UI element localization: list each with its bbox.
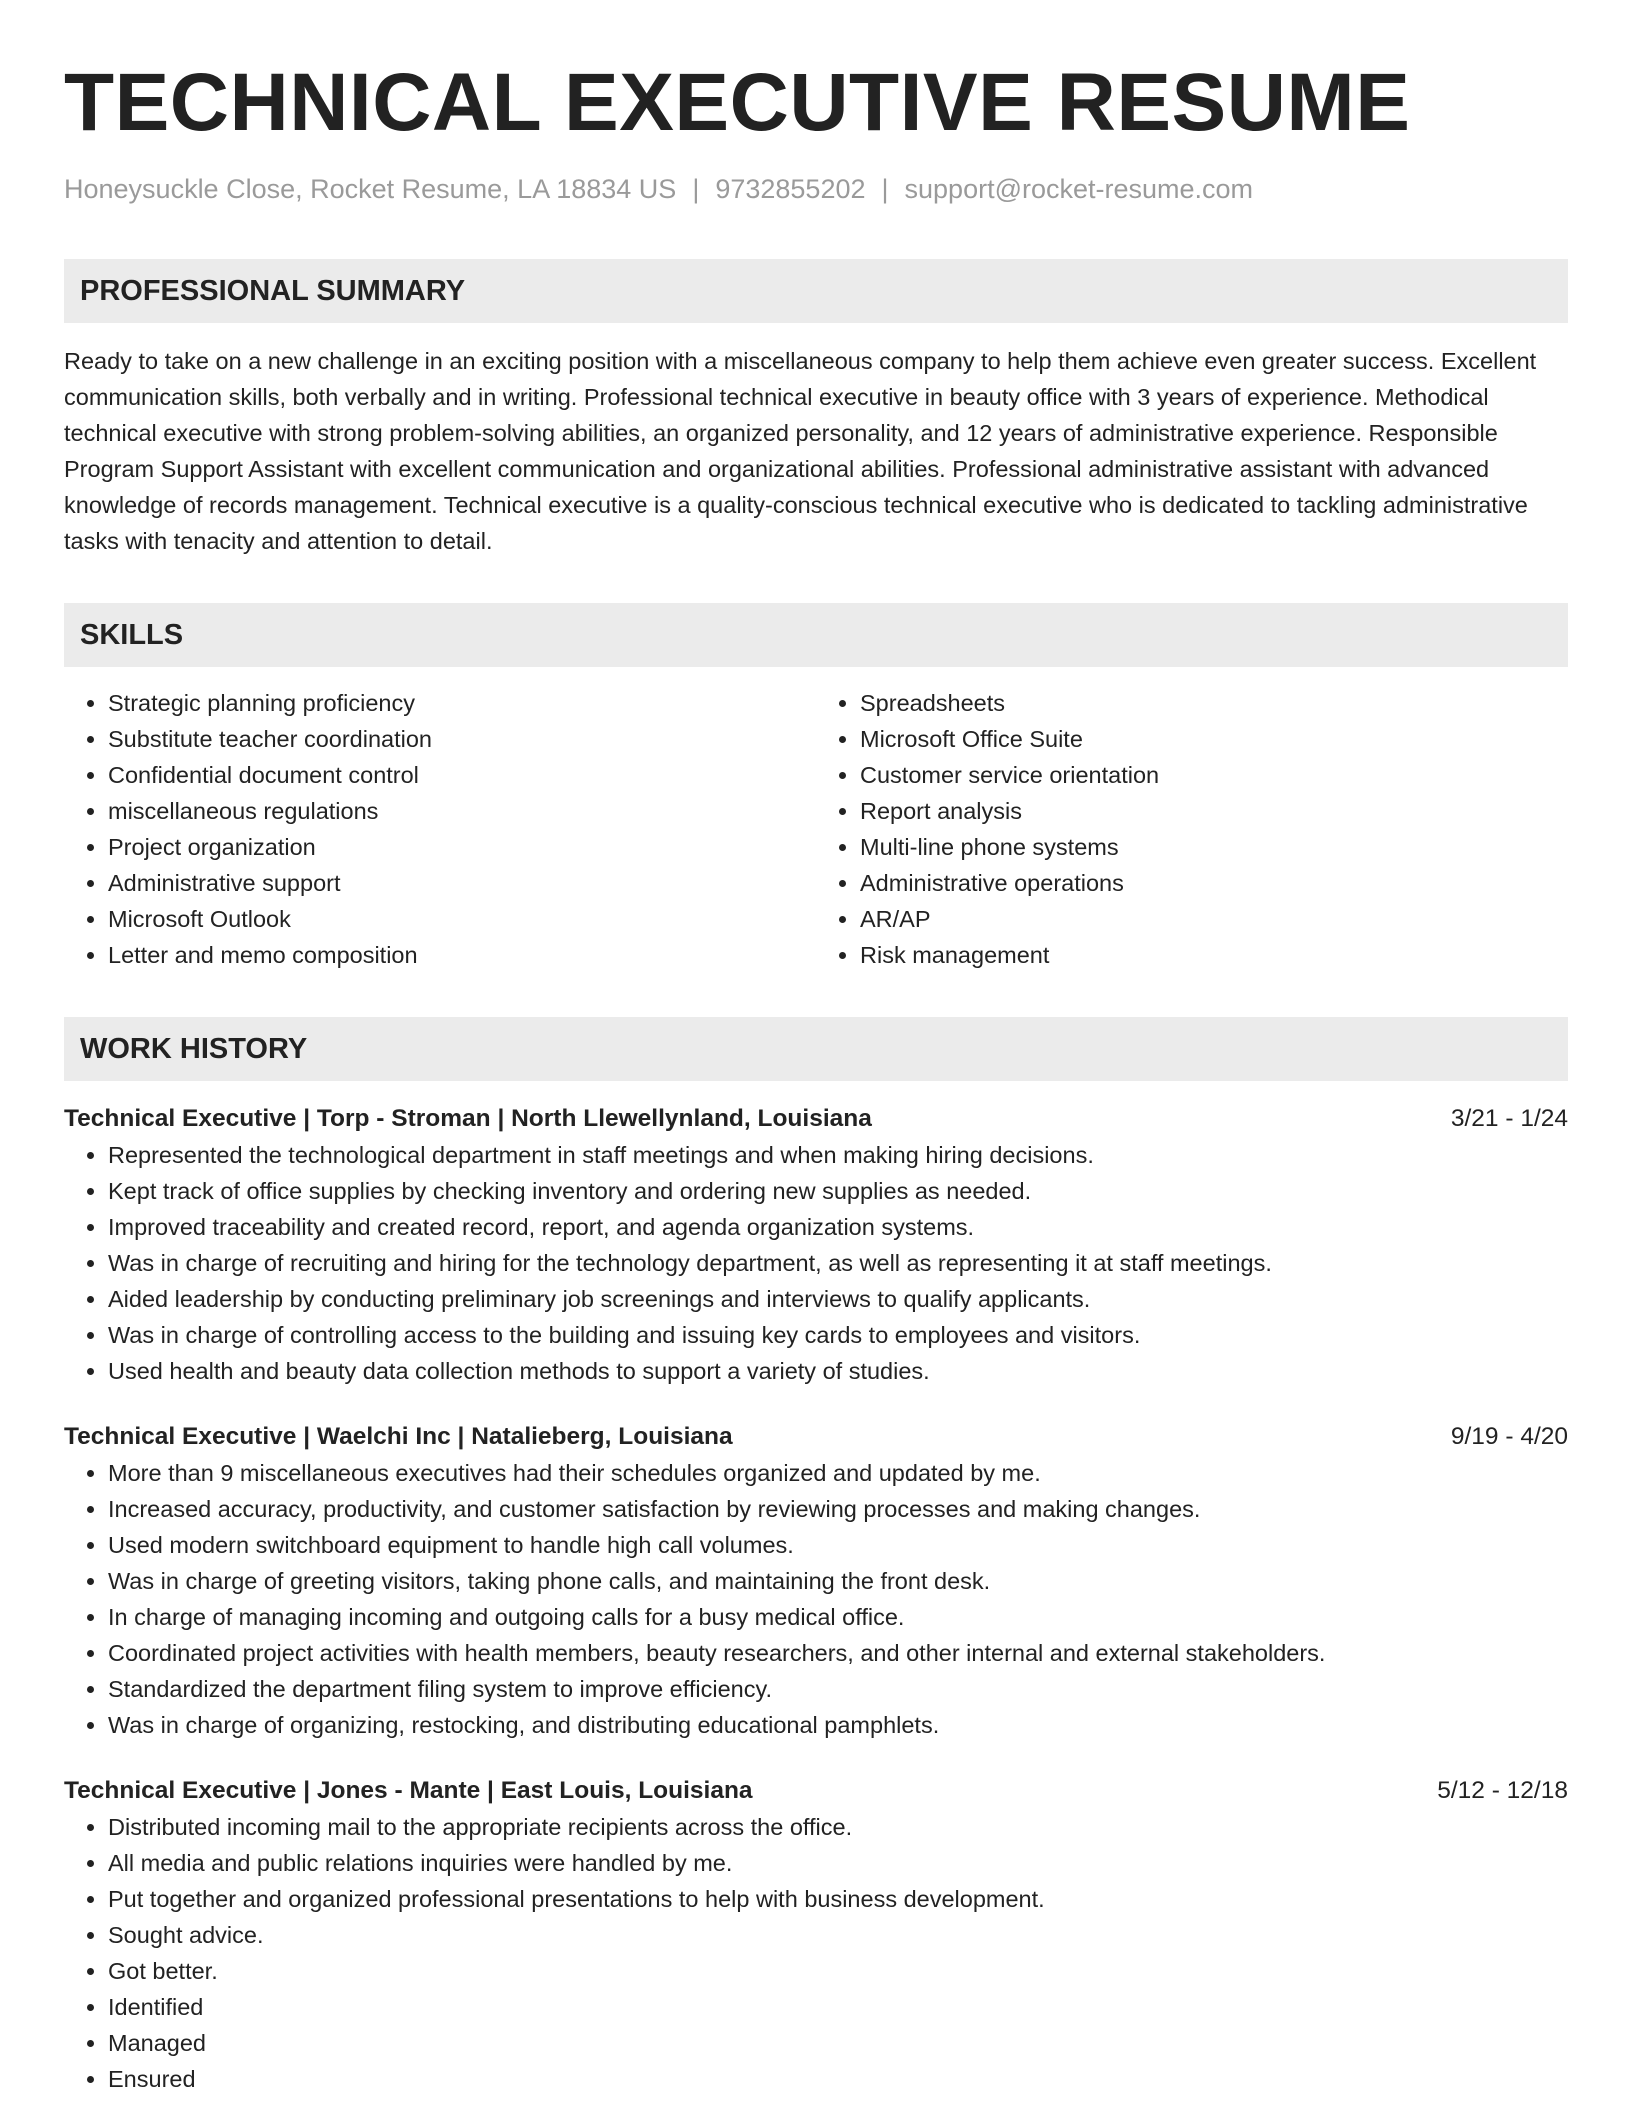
skill-item: • Multi-line phone systems [860,829,1568,865]
skill-item: • Confidential document control [108,757,816,793]
contact-separator: | [881,174,889,204]
job-bullet: • Was in charge of controlling access to the building and issuing key cards to employees and visitors. [108,1317,1568,1353]
job-bullet: • Aided leadership by conducting preliminary job screenings and interviews to qualify applicants. [108,1281,1568,1317]
job-dates: 5/12 - 12/18 [1437,1777,1568,1804]
skill-item: • Substitute teacher coordination [108,721,816,757]
skill-item: • Microsoft Office Suite [860,721,1568,757]
contact-line [64,171,1568,207]
job-bullet: • Distributed incoming mail to the appropriate recipients across the office. [108,1809,1568,1845]
summary-text: Ready to take on a new challenge in an exciting position with a miscellaneous company to help them achieve even greater success. Excellent communication skills, both verbally and in writing. Professional technical executive in beauty office with 3 years of experience. Methodical technical executive with strong problem-solving abilities, an organized personality, and 12 years of administrative experience. Responsible Program Support Assistant with excellent communication and organizational abilities. Professional administrative assistant with advanced knowledge of records management. Technical executive is a quality-conscious technical executive who is dedicated to tackling administrative tasks with tenacity and attention to detail. [64,348,1537,554]
skills-heading: SKILLS [64,603,1568,667]
job-bullet: • Used modern switchboard equipment to handle high call volumes. [108,1527,1568,1563]
job-bullet: • Sought advice. [108,1917,1568,1953]
job-bullet: • Managed [108,2025,1568,2061]
job-bullet: • Represented the technological department in staff meetings and when making hiring decisions. [108,1137,1568,1173]
job-bullets [64,1809,1568,2097]
job-dates: 9/19 - 4/20 [1450,1423,1568,1450]
job-bullet: • Was in charge of recruiting and hiring for the technology department, as well as representing it at staff meetings. [108,1245,1568,1281]
job-bullet: • More than 9 miscellaneous executives had their schedules organized and updated by me. [108,1455,1568,1491]
contact-separator: | [692,174,700,204]
job-bullet: • Was in charge of organizing, restocking, and distributing educational pamphlets. [108,1707,1568,1743]
skill-item: • Strategic planning proficiency [108,685,816,721]
job-header [64,1101,1568,1137]
job-title: Technical Executive | Torp - Stroman | North Llewellynland, Louisiana [64,1105,872,1132]
job-bullets [64,1137,1568,1389]
skill-item: • Administrative operations [860,865,1568,901]
skill-item: • miscellaneous regulations [108,793,816,829]
contact-phone: 9732855202 [715,174,866,204]
job-bullet: • Put together and organized professional presentations to help with business development. [108,1881,1568,1917]
skill-item: • AR/AP [860,901,1568,937]
job-bullet: • All media and public relations inquiries were handled by me. [108,1845,1568,1881]
job-bullet: • Got better. [108,1953,1568,1989]
job-title: Technical Executive | Jones - Mante | East Louis, Louisiana [64,1777,753,1804]
job-bullet: • Standardized the department filing system to improve efficiency. [108,1671,1568,1707]
skills-column-right [816,685,1568,973]
skill-item: • Administrative support [108,865,816,901]
skill-item: • Letter and memo composition [108,937,816,973]
job-title: Technical Executive | Waelchi Inc | Natalieberg, Louisiana [64,1423,733,1450]
job-bullet: • Identified [108,1989,1568,2025]
skill-item: • Customer service orientation [860,757,1568,793]
summary-heading: PROFESSIONAL SUMMARY [64,259,1568,323]
resume-title: TECHNICAL EXECUTIVE RESUME [64,57,1411,148]
job-bullet: • Used health and beauty data collection methods to support a variety of studies. [108,1353,1568,1389]
contact-email: support@rocket-resume.com [904,174,1254,204]
skills-column-left [64,685,816,973]
contact-address: Honeysuckle Close, Rocket Resume, LA 18834 US [64,174,677,204]
job-bullets [64,1455,1568,1743]
job-header [64,1773,1568,1809]
skill-item: • Report analysis [860,793,1568,829]
job-bullet: • Kept track of office supplies by checking inventory and ordering new supplies as needed. [108,1173,1568,1209]
work-history-heading: WORK HISTORY [64,1017,1568,1081]
job-bullet: • Improved traceability and created record, report, and agenda organization systems. [108,1209,1568,1245]
job-bullet: • Coordinated project activities with health members, beauty researchers, and other internal and external stakeholders. [108,1635,1568,1671]
job-bullet: • In charge of managing incoming and outgoing calls for a busy medical office. [108,1599,1568,1635]
job-bullet: • Was in charge of greeting visitors, taking phone calls, and maintaining the front desk. [108,1563,1568,1599]
job-bullet: • Ensured [108,2061,1568,2097]
job-dates: 3/21 - 1/24 [1450,1105,1568,1132]
skill-item: • Project organization [108,829,816,865]
skill-item: • Risk management [860,937,1568,973]
skill-item: • Spreadsheets [860,685,1568,721]
job-header [64,1419,1568,1455]
skill-item: • Microsoft Outlook [108,901,816,937]
skills-list [64,685,1568,973]
job-bullet: • Increased accuracy, productivity, and customer satisfaction by reviewing processes and making changes. [108,1491,1568,1527]
